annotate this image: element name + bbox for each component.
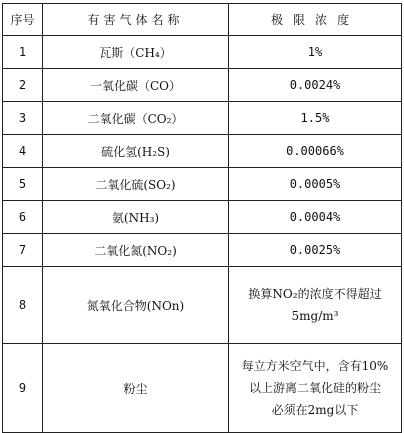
table-row [3, 36, 402, 69]
gas-limit-table [2, 3, 402, 433]
row-no: 9 [3, 344, 43, 433]
row-limit-value: 1% [229, 36, 402, 69]
row-limit-value: 0.0004% [229, 201, 402, 234]
row-no: 7 [3, 234, 43, 267]
row-limit-value: 0.00066% [229, 135, 402, 168]
row-limit-value: 0.0024% [229, 69, 402, 102]
limit-note-line: 以上游离二氧化硅的粉尘 [248, 381, 381, 395]
row-gas-name: 二氧化碳（CO₂） [43, 102, 229, 135]
header-limit: 极限浓度 [229, 4, 402, 36]
row-limit-value: 0.0025% [229, 234, 402, 267]
limit-note-line: 每立方米空气中，含有10% [241, 359, 389, 373]
row-no: 5 [3, 168, 43, 201]
table-row [3, 201, 402, 234]
table-row [3, 102, 402, 135]
table-row [3, 69, 402, 102]
table-header-row [3, 4, 402, 36]
limit-note-line: 换算NO₂的浓度不得超过 [248, 287, 382, 301]
row-gas-name: 瓦斯（CH₄） [43, 36, 229, 69]
header-no: 序号 [3, 4, 43, 36]
table-row [3, 168, 402, 201]
row-no: 3 [3, 102, 43, 135]
limit-note-line: 5mg/m³ [291, 309, 339, 323]
row-gas-name: 硫化氢(H₂S) [43, 135, 229, 168]
row-limit-value: 1.5% [229, 102, 402, 135]
row-gas-name: 粉尘 [43, 344, 229, 433]
row-limit-value: 0.0005% [229, 168, 402, 201]
header-gas-name: 有害气体名称 [43, 4, 229, 36]
row-gas-name: 二氧化硫(SO₂) [43, 168, 229, 201]
row-no: 2 [3, 69, 43, 102]
row-limit-note [229, 267, 402, 344]
table-row [3, 344, 402, 433]
row-gas-name: 氮氧化合物(NOn) [43, 267, 229, 344]
row-no: 8 [3, 267, 43, 344]
limit-note-line: 必须在2mg以下 [271, 403, 359, 417]
row-gas-name: 二氧化氮(NO₂) [43, 234, 229, 267]
row-gas-name: 一氧化碳（CO） [43, 69, 229, 102]
row-gas-name: 氨(NH₃) [43, 201, 229, 234]
table-row [3, 234, 402, 267]
table-row [3, 267, 402, 344]
row-no: 6 [3, 201, 43, 234]
row-no: 1 [3, 36, 43, 69]
row-no: 4 [3, 135, 43, 168]
row-limit-note [229, 344, 402, 433]
table-row [3, 135, 402, 168]
